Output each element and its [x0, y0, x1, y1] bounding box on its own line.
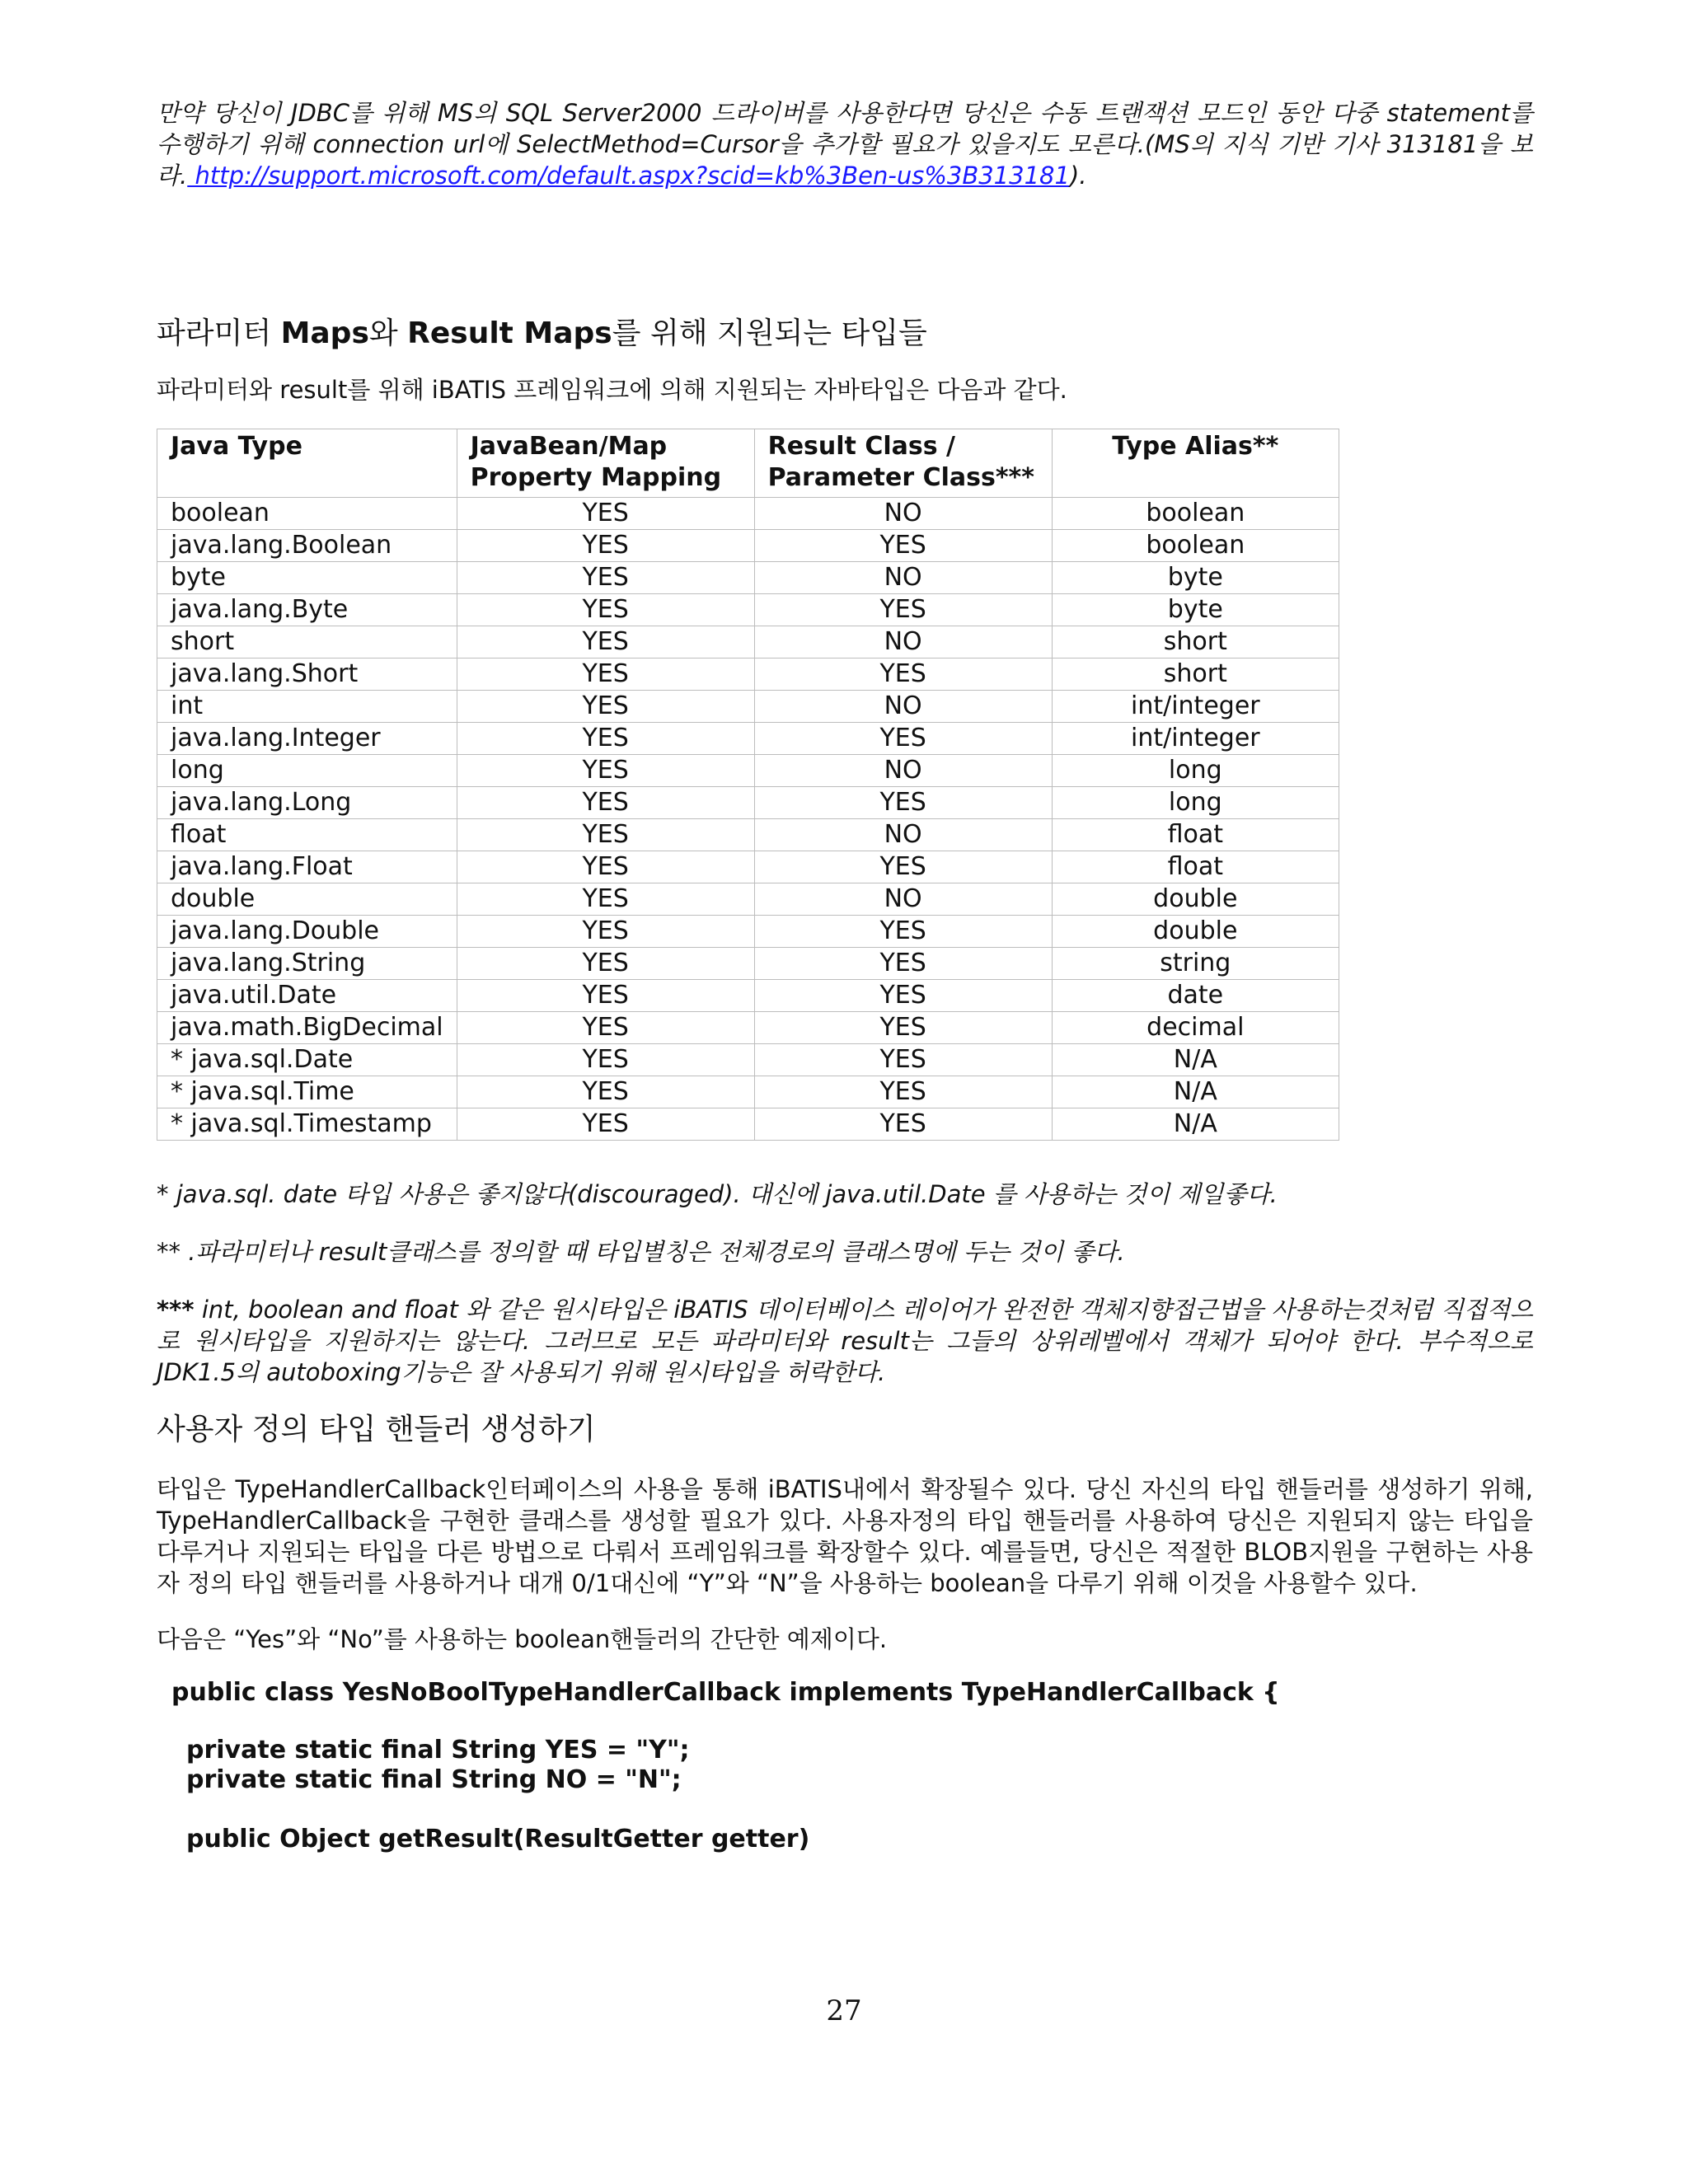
cell-property-mapping: YES: [457, 562, 754, 594]
cell-property-mapping: YES: [457, 1076, 754, 1108]
cell-result-class: YES: [754, 530, 1052, 562]
cell-type-alias: string: [1052, 948, 1339, 980]
cell-java-type: * java.sql.Timestamp: [157, 1108, 457, 1141]
note-3-prefix: ***: [157, 1296, 195, 1324]
cell-result-class: YES: [754, 594, 1052, 626]
cell-java-type: java.lang.Short: [157, 658, 457, 691]
cell-property-mapping: YES: [457, 851, 754, 883]
cell-result-class: YES: [754, 723, 1052, 755]
cell-java-type: java.lang.String: [157, 948, 457, 980]
table-row: [157, 1012, 1339, 1044]
cell-java-type: * java.sql.Date: [157, 1044, 457, 1076]
cell-type-alias: short: [1052, 658, 1339, 691]
cell-type-alias: long: [1052, 787, 1339, 819]
cell-property-mapping: YES: [457, 787, 754, 819]
intro-text: 만약 당신이 JDBC를 위해 MS의 SQL Server2000 드라이버를 사용한다면 당신은 수동 트랜잭션 모드인 동안 다중 statement를 수행하기 위해 connection url에 SelectMethod=Cursor을 추가할 필요가 있을지도 모른다.(MS의 지식 기반 기사 313181을 보라.: [157, 99, 1533, 190]
cell-result-class: NO: [754, 626, 1052, 658]
cell-result-class: YES: [754, 916, 1052, 948]
cell-property-mapping: YES: [457, 530, 754, 562]
cell-property-mapping: YES: [457, 755, 754, 787]
cell-result-class: YES: [754, 658, 1052, 691]
cell-type-alias: short: [1052, 626, 1339, 658]
cell-type-alias: byte: [1052, 594, 1339, 626]
cell-result-class: YES: [754, 1108, 1052, 1141]
cell-type-alias: boolean: [1052, 530, 1339, 562]
code-line-yes: private static final String YES = "Y";: [186, 1736, 690, 1765]
note-3: [157, 1294, 1533, 1388]
table-row: [157, 562, 1339, 594]
cell-property-mapping: YES: [457, 691, 754, 723]
cell-java-type: byte: [157, 562, 457, 594]
table-row: [157, 948, 1339, 980]
table-row: [157, 916, 1339, 948]
cell-property-mapping: YES: [457, 626, 754, 658]
cell-java-type: boolean: [157, 498, 457, 530]
cell-property-mapping: YES: [457, 980, 754, 1012]
cell-java-type: int: [157, 691, 457, 723]
cell-property-mapping: YES: [457, 1044, 754, 1076]
example-intro: 다음은 “Yes”와 “No”를 사용하는 boolean핸들러의 간단한 예제이다.: [157, 1625, 888, 1653]
cell-result-class: YES: [754, 1044, 1052, 1076]
cell-property-mapping: YES: [457, 883, 754, 916]
supported-types-table: [157, 429, 1339, 1141]
cell-type-alias: N/A: [1052, 1076, 1339, 1108]
table-row: [157, 755, 1339, 787]
table-row: [157, 1044, 1339, 1076]
cell-result-class: NO: [754, 562, 1052, 594]
table-header-row: [157, 429, 1339, 498]
table-row: [157, 498, 1339, 530]
table-row: [157, 851, 1339, 883]
document-page: [157, 97, 1533, 1854]
table-row: [157, 1076, 1339, 1108]
cell-result-class: YES: [754, 948, 1052, 980]
table-body: [157, 498, 1339, 1141]
cell-result-class: YES: [754, 1076, 1052, 1108]
intro-paragraph: [157, 97, 1533, 191]
header-java-type: Java Type: [157, 429, 457, 498]
cell-result-class: NO: [754, 883, 1052, 916]
cell-type-alias: N/A: [1052, 1108, 1339, 1141]
cell-java-type: double: [157, 883, 457, 916]
code-line-no: private static final String NO = "N";: [186, 1765, 682, 1794]
cell-java-type: java.lang.Boolean: [157, 530, 457, 562]
cell-type-alias: int/integer: [1052, 723, 1339, 755]
cell-property-mapping: YES: [457, 916, 754, 948]
cell-type-alias: boolean: [1052, 498, 1339, 530]
cell-property-mapping: YES: [457, 658, 754, 691]
cell-property-mapping: YES: [457, 1108, 754, 1141]
code-line-getresult: public Object getResult(ResultGetter getter): [186, 1825, 810, 1854]
header-type-alias: Type Alias**: [1052, 429, 1339, 498]
cell-result-class: NO: [754, 498, 1052, 530]
cell-property-mapping: YES: [457, 594, 754, 626]
table-row: [157, 658, 1339, 691]
cell-java-type: java.lang.Float: [157, 851, 457, 883]
cell-java-type: java.lang.Byte: [157, 594, 457, 626]
cell-property-mapping: YES: [457, 948, 754, 980]
custom-handler-paragraph: 타입은 TypeHandlerCallback인터페이스의 사용을 통해 iBATIS내에서 확장될수 있다. 당신 자신의 타입 핸들러를 생성하기 위해, TypeHandlerCallback을 구현한 클래스를 생성할 필요가 있다. 사용자정의 타입 핸들러를 사용하여 당신은 지원되지 않는 타입을 다루거나 지원되는 타입을 다른 방법으로 다뤄서 프레임워크를 확장할수 있다. 예를들면, 당신은 적절한 BLOB지원을 구현하는 사용자 정의 타입 핸들러를 사용하거나 대개 0/1대신에 “Y”와 “N”을 사용하는 boolean을 다루기 위해 이것을 사용할수 있다.: [157, 1475, 1533, 1597]
section-intro: 파라미터와 result를 위해 iBATIS 프레임워크에 의해 지원되는 자바타입은 다음과 같다.: [157, 376, 1067, 404]
cell-type-alias: long: [1052, 755, 1339, 787]
cell-type-alias: double: [1052, 883, 1339, 916]
table-row: [157, 723, 1339, 755]
table-row: [157, 883, 1339, 916]
cell-type-alias: double: [1052, 916, 1339, 948]
header-property-mapping: JavaBean/Map Property Mapping: [457, 429, 754, 498]
table-row: [157, 691, 1339, 723]
cell-result-class: NO: [754, 691, 1052, 723]
note-3-text: int, boolean and float 와 같은 원시타입은 iBATIS 데이터베이스 레이어가 완전한 객체지향접근법을 사용하는것처럼 직접적으로 원시타입을 지원하지는 않는다. 그러므로 모든 파라미터와 result는 그들의 상위레벨에서 객체가 되어야 한다. 부수적으로 JDK1.5의 autoboxing기능은 잘 사용되기 위해 원시타입을 허락한다.: [157, 1296, 1533, 1386]
cell-java-type: * java.sql.Time: [157, 1076, 457, 1108]
cell-java-type: java.util.Date: [157, 980, 457, 1012]
cell-result-class: YES: [754, 1012, 1052, 1044]
section-title-custom-handler: 사용자 정의 타입 핸들러 생성하기: [157, 1413, 596, 1446]
note-1: * java.sql. date 타입 사용은 좋지않다(discouraged). 대신에 java.util.Date 를 사용하는 것이 제일좋다.: [157, 1180, 1278, 1208]
table-row: [157, 1108, 1339, 1141]
cell-property-mapping: YES: [457, 723, 754, 755]
cell-property-mapping: YES: [457, 498, 754, 530]
cell-type-alias: N/A: [1052, 1044, 1339, 1076]
table-row: [157, 530, 1339, 562]
cell-type-alias: byte: [1052, 562, 1339, 594]
cell-result-class: NO: [754, 755, 1052, 787]
cell-type-alias: float: [1052, 819, 1339, 851]
cell-java-type: java.lang.Integer: [157, 723, 457, 755]
cell-type-alias: date: [1052, 980, 1339, 1012]
intro-text-end: ).: [1069, 162, 1087, 190]
table-row: [157, 594, 1339, 626]
code-line-class: public class YesNoBoolTypeHandlerCallback implements TypeHandlerCallback {: [171, 1678, 1280, 1707]
cell-property-mapping: YES: [457, 819, 754, 851]
cell-java-type: float: [157, 819, 457, 851]
cell-java-type: java.lang.Long: [157, 787, 457, 819]
cell-type-alias: int/integer: [1052, 691, 1339, 723]
cell-type-alias: decimal: [1052, 1012, 1339, 1044]
microsoft-support-link[interactable]: http://support.microsoft.com/default.aspx?scid=kb%3Ben-us%3B313181: [187, 162, 1070, 190]
cell-result-class: YES: [754, 980, 1052, 1012]
cell-result-class: YES: [754, 851, 1052, 883]
table-row: [157, 819, 1339, 851]
section-title-supported-types: 파라미터 Maps와 Result Maps를 위해 지원되는 타입들: [157, 316, 927, 350]
cell-java-type: java.math.BigDecimal: [157, 1012, 457, 1044]
cell-result-class: NO: [754, 819, 1052, 851]
cell-property-mapping: YES: [457, 1012, 754, 1044]
table-row: [157, 626, 1339, 658]
page-number: 27: [826, 1994, 862, 2027]
cell-type-alias: float: [1052, 851, 1339, 883]
cell-java-type: long: [157, 755, 457, 787]
note-2: ** .파라미터나 result클래스를 정의할 때 타입별칭은 전체경로의 클래스명에 두는 것이 좋다.: [157, 1238, 1125, 1266]
cell-java-type: java.lang.Double: [157, 916, 457, 948]
table-row: [157, 787, 1339, 819]
cell-java-type: short: [157, 626, 457, 658]
table-row: [157, 980, 1339, 1012]
header-result-class: Result Class / Parameter Class***: [754, 429, 1052, 498]
cell-result-class: YES: [754, 787, 1052, 819]
